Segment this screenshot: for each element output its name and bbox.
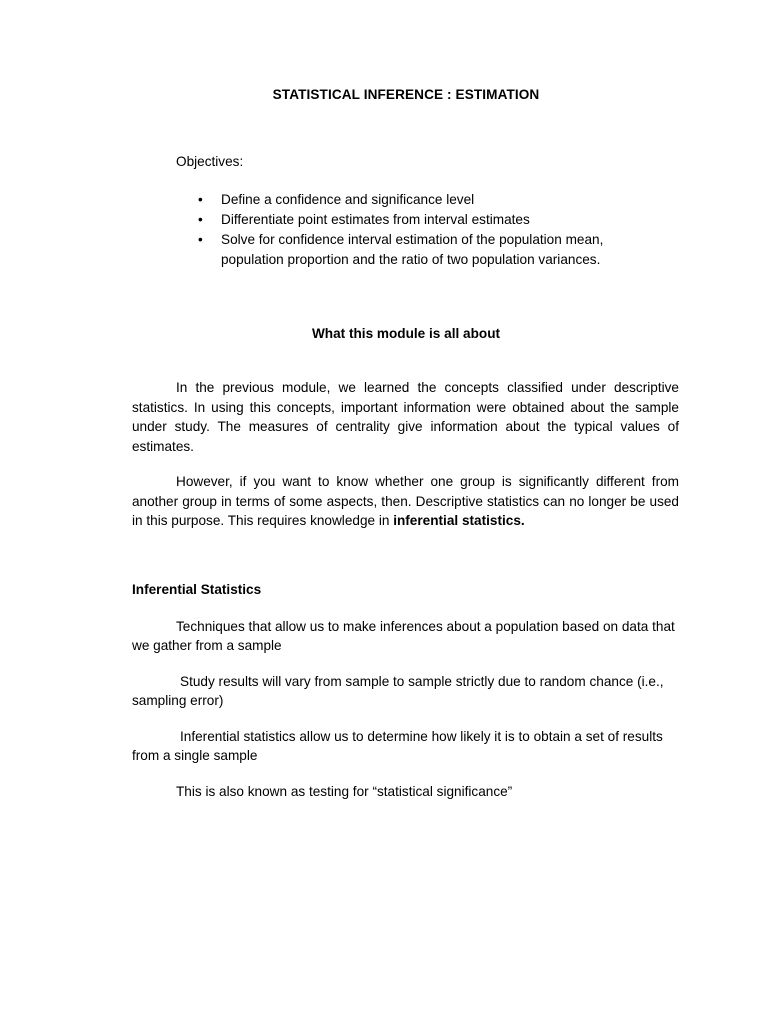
inferential-paragraph — [132, 782, 679, 801]
objectives-list — [196, 190, 656, 270]
list-item — [196, 210, 656, 230]
list-item — [196, 190, 656, 210]
inferential-paragraph-text: Techniques that allow us to make inferences about a population based on data that we gather from a sample — [132, 619, 675, 653]
objectives-label: Objectives: — [176, 154, 244, 169]
objective-text: Define a confidence and significance level — [221, 192, 475, 207]
inferential-paragraph-text: Inferential statistics allow us to determine how likely it is to obtain a set of results from a single sample — [132, 729, 663, 763]
inferential-paragraph-text: This is also known as testing for “statistical significance” — [176, 784, 513, 799]
list-item — [196, 230, 656, 270]
document-title: STATISTICAL INFERENCE : ESTIMATION — [272, 87, 540, 102]
inferential-paragraph — [132, 727, 679, 765]
inferential-paragraph — [132, 617, 679, 655]
objective-text: Solve for confidence interval estimation of the population mean, population proportion and the ratio of two population variances. — [221, 232, 604, 267]
inferential-paragraph-text: Study results will vary from sample to sample strictly due to random chance (i.e., sampling error) — [132, 674, 664, 708]
second-paragraph — [132, 472, 679, 531]
objective-text: Differentiate point estimates from interval estimates — [221, 212, 530, 227]
intro-paragraph-text: In the previous module, we learned the concepts classified under descriptive statistics. In using this concepts, important information were obtained about the sample under study. The measures of centrality give information about the typical values of estimates. — [132, 380, 679, 454]
bullet-icon: • — [198, 212, 203, 227]
inferential-heading: Inferential Statistics — [132, 582, 262, 597]
intro-paragraph — [132, 378, 679, 456]
inferential-statistics-emphasis: inferential statistics. — [393, 513, 525, 528]
bullet-icon: • — [198, 232, 203, 247]
bullet-icon: • — [198, 192, 203, 207]
second-paragraph-text: However, if you want to know whether one group is significantly different from another group in terms of some aspects, then. Descriptive statistics can no longer be used in this purpose. This requires knowledge in — [132, 474, 679, 528]
module-heading: What this module is all about — [311, 326, 501, 341]
inferential-paragraph — [132, 672, 679, 710]
